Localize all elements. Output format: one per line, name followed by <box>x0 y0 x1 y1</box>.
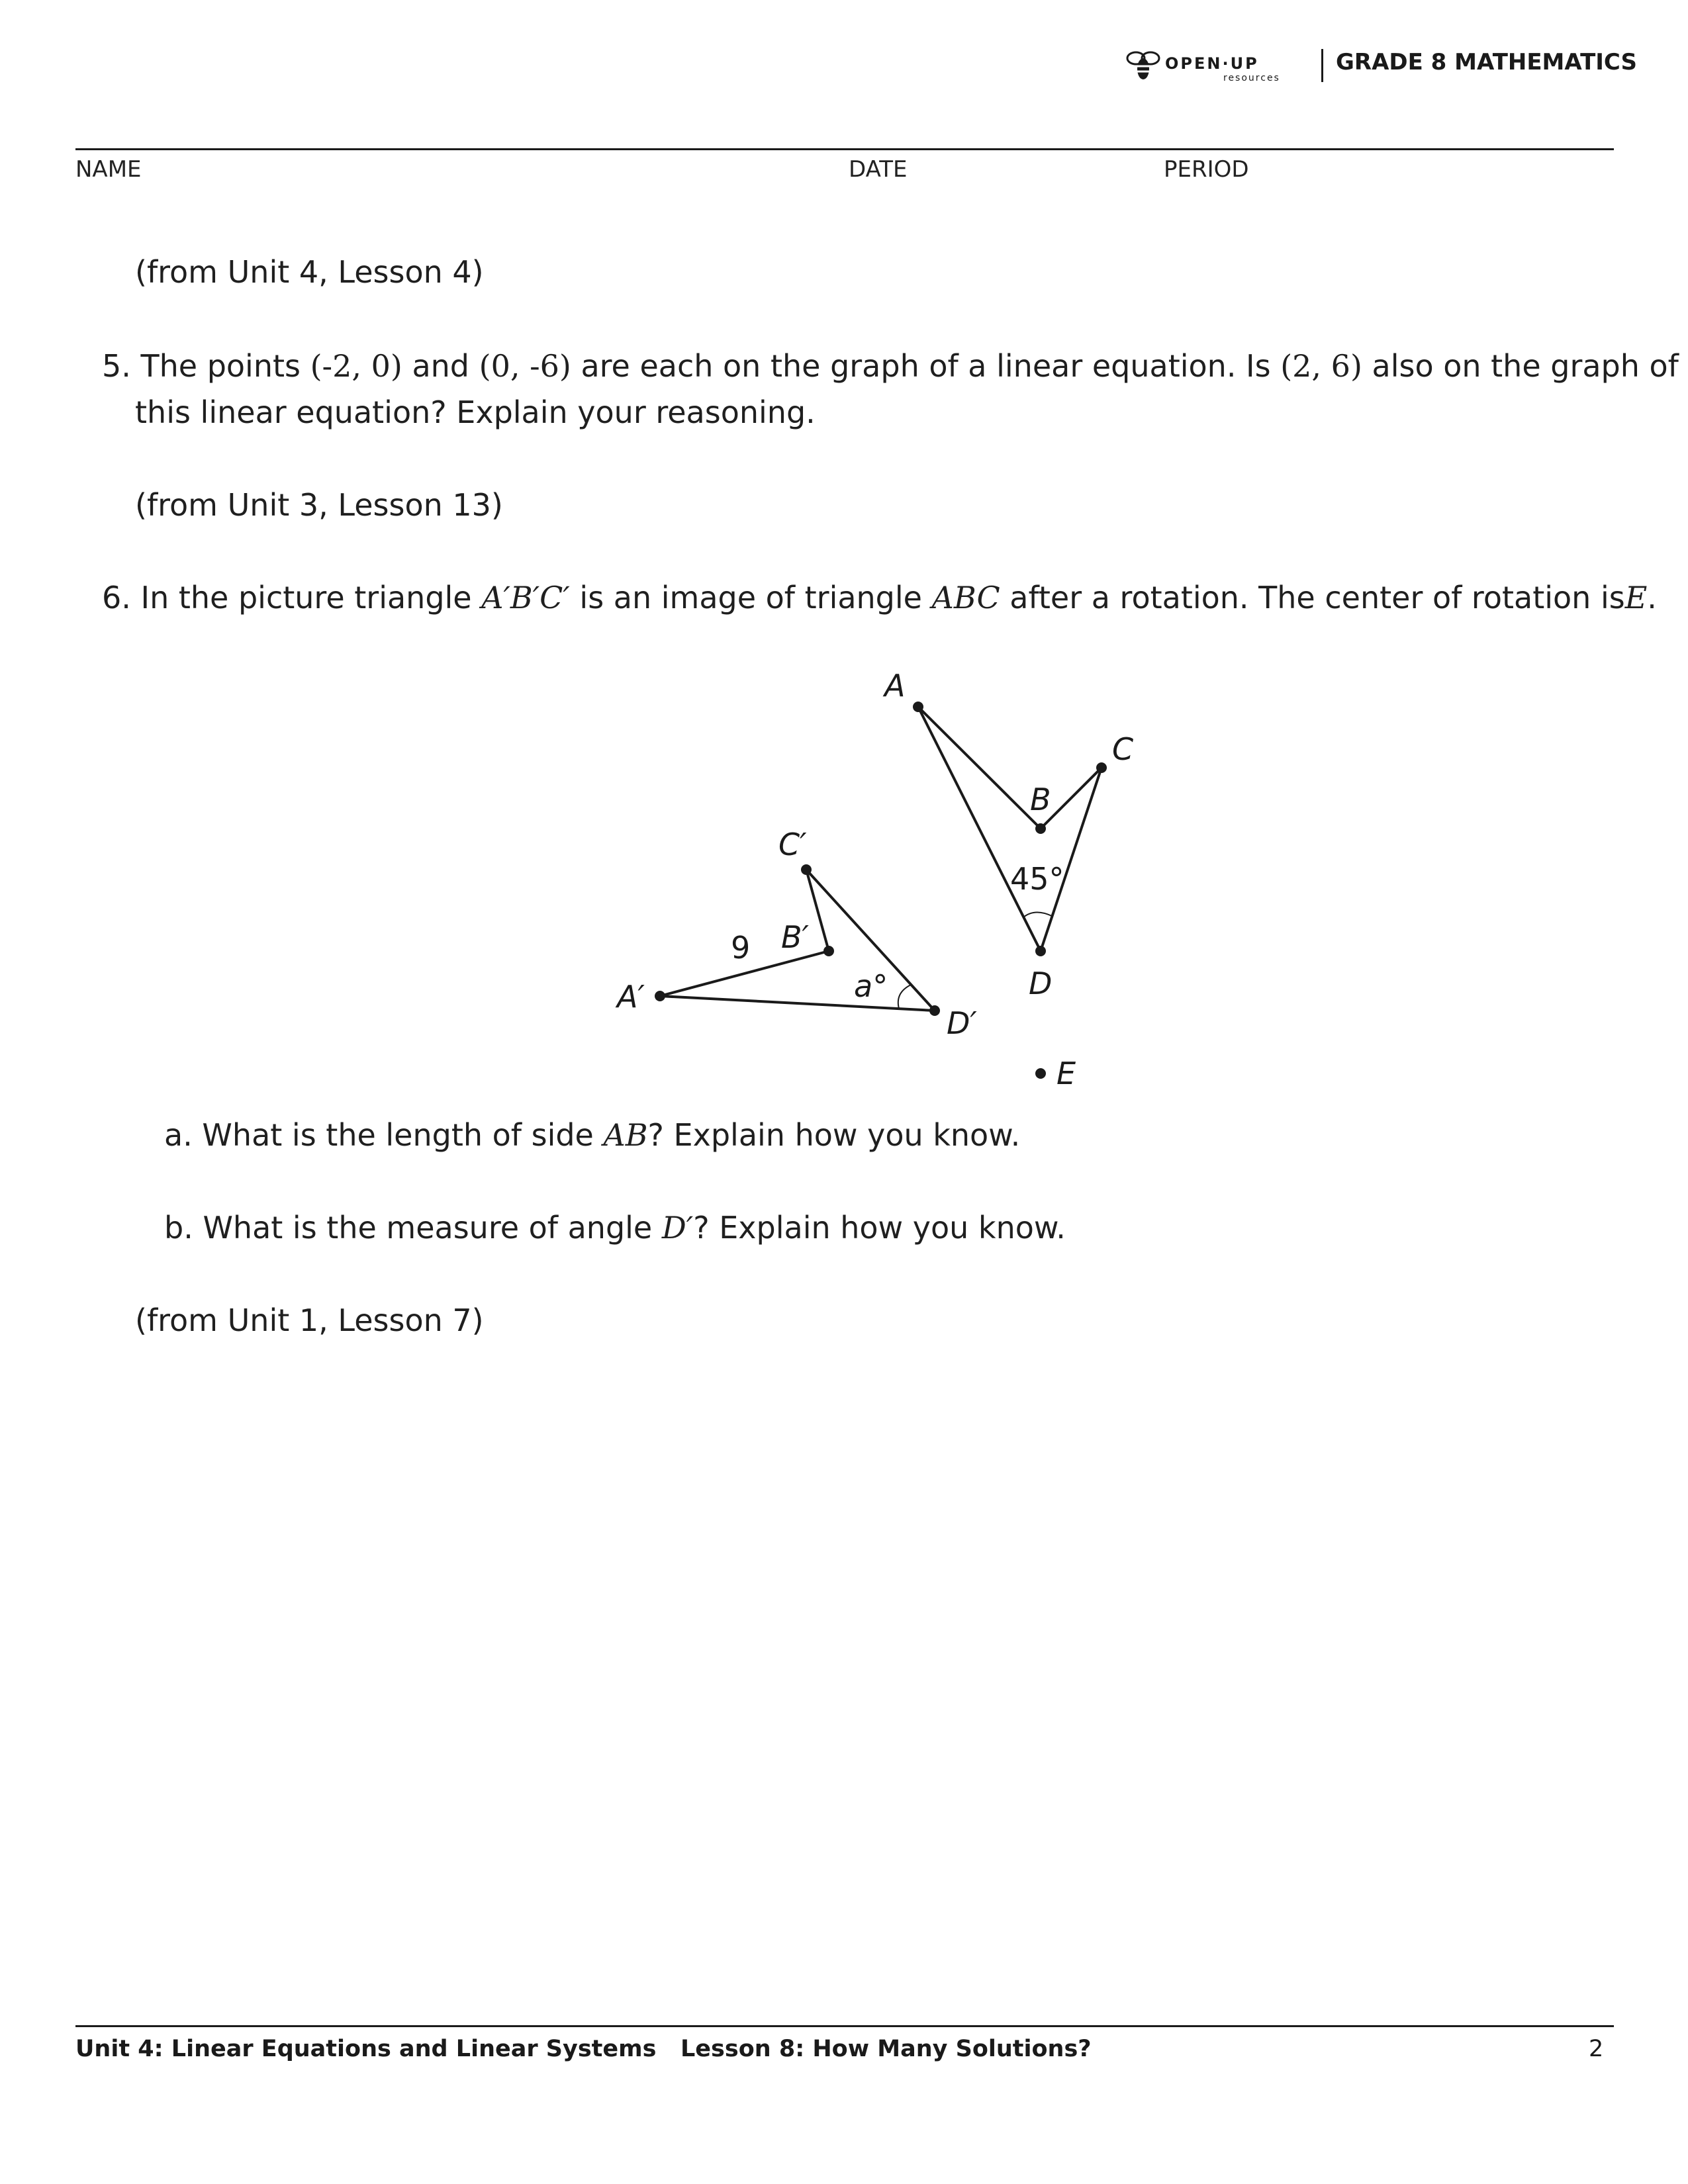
q5-point-3: (2, 6) <box>1280 348 1362 384</box>
page-number: 2 <box>1589 2036 1604 2062</box>
open-up-resources-logo <box>1125 48 1311 87</box>
point-c <box>1096 762 1107 773</box>
q6-number: 6. <box>102 580 131 615</box>
q5-text-4: also on the graph of <box>1372 348 1679 384</box>
label-a: A <box>884 668 906 704</box>
point-b <box>1035 823 1046 834</box>
label-angle-d-prime: a° <box>854 968 888 1004</box>
q6-text-1: In the picture triangle <box>140 580 472 615</box>
point-a-prime <box>655 991 665 1001</box>
q6-math-triangle: ABC <box>931 580 1000 615</box>
footer-unit: Unit 4: Linear Equations and Linear Systems <box>75 2036 657 2062</box>
header-separator <box>1321 49 1323 82</box>
logo-subtitle: resources <box>1223 73 1280 83</box>
label-d-prime: D′ <box>947 1005 977 1041</box>
source-unit3: (from Unit 3, Lesson 13) <box>135 487 503 523</box>
point-d-prime <box>929 1005 940 1016</box>
q6a-math: AB <box>603 1117 648 1153</box>
q6-text-4: . <box>1647 580 1657 615</box>
footer-lesson: Lesson 8: How Many Solutions? <box>680 2036 1092 2062</box>
q6-math-center: E <box>1624 580 1648 615</box>
q5-line-2: this linear equation? Explain your reasoning. <box>135 394 816 430</box>
point-c-prime <box>801 864 812 875</box>
footer-rule <box>75 2025 1614 2027</box>
label-b-prime: B′ <box>781 919 810 955</box>
q6a-prefix: a. What is the length of side <box>164 1117 594 1153</box>
point-a <box>913 702 923 712</box>
q5-text-3: are each on the graph of a linear equation. Is <box>581 348 1271 384</box>
question-5 <box>102 343 1679 389</box>
label-side-length: 9 <box>731 930 751 966</box>
angle-arc-d-prime <box>898 985 911 1009</box>
source-unit4: (from Unit 4, Lesson 4) <box>135 254 484 290</box>
q5-text-1: The points <box>140 348 301 384</box>
point-b-prime <box>823 946 834 956</box>
q6-text-3: after a rotation. The center of rotation is <box>1009 580 1625 615</box>
name-field-label: NAME <box>75 156 142 183</box>
q5-text-2: and <box>412 348 469 384</box>
label-c-prime: C′ <box>778 827 807 862</box>
rotation-figure <box>596 655 1192 1105</box>
name-rule <box>75 148 1614 150</box>
point-d <box>1035 946 1046 956</box>
q5-number: 5. <box>102 348 131 384</box>
q6-math-image-triangle: A′B′C′ <box>481 580 570 615</box>
label-angle-d: 45° <box>1010 861 1064 897</box>
period-field-label: PERIOD <box>1164 156 1249 183</box>
date-field-label: DATE <box>849 156 908 183</box>
q6b-suffix: ? Explain how you know. <box>693 1210 1066 1246</box>
point-e <box>1035 1068 1046 1079</box>
q6b-math: D′ <box>661 1210 694 1246</box>
label-c: C <box>1112 731 1134 767</box>
q6a <box>164 1112 1020 1158</box>
source-unit1: (from Unit 1, Lesson 7) <box>135 1302 484 1338</box>
angle-arc-d <box>1023 912 1052 917</box>
question-6 <box>102 574 1657 621</box>
q6a-suffix: ? Explain how you know. <box>647 1117 1021 1153</box>
label-e: E <box>1056 1056 1076 1091</box>
q6-text-2: is an image of triangle <box>579 580 922 615</box>
label-d: D <box>1029 966 1053 1001</box>
label-b: B <box>1030 782 1051 817</box>
grade-title: GRADE 8 MATHEMATICS <box>1336 49 1637 75</box>
q6b-prefix: b. What is the measure of angle <box>164 1210 653 1246</box>
q5-point-2: (0, -6) <box>479 348 571 384</box>
figure-triangle-abcd-outline <box>918 707 1102 951</box>
label-a-prime: A′ <box>617 979 645 1015</box>
logo-wordmark: OPEN·UP <box>1165 54 1259 73</box>
q6b <box>164 1205 1066 1251</box>
footer-unit-lesson <box>75 2036 1092 2062</box>
q5-point-1: (-2, 0) <box>310 348 402 384</box>
